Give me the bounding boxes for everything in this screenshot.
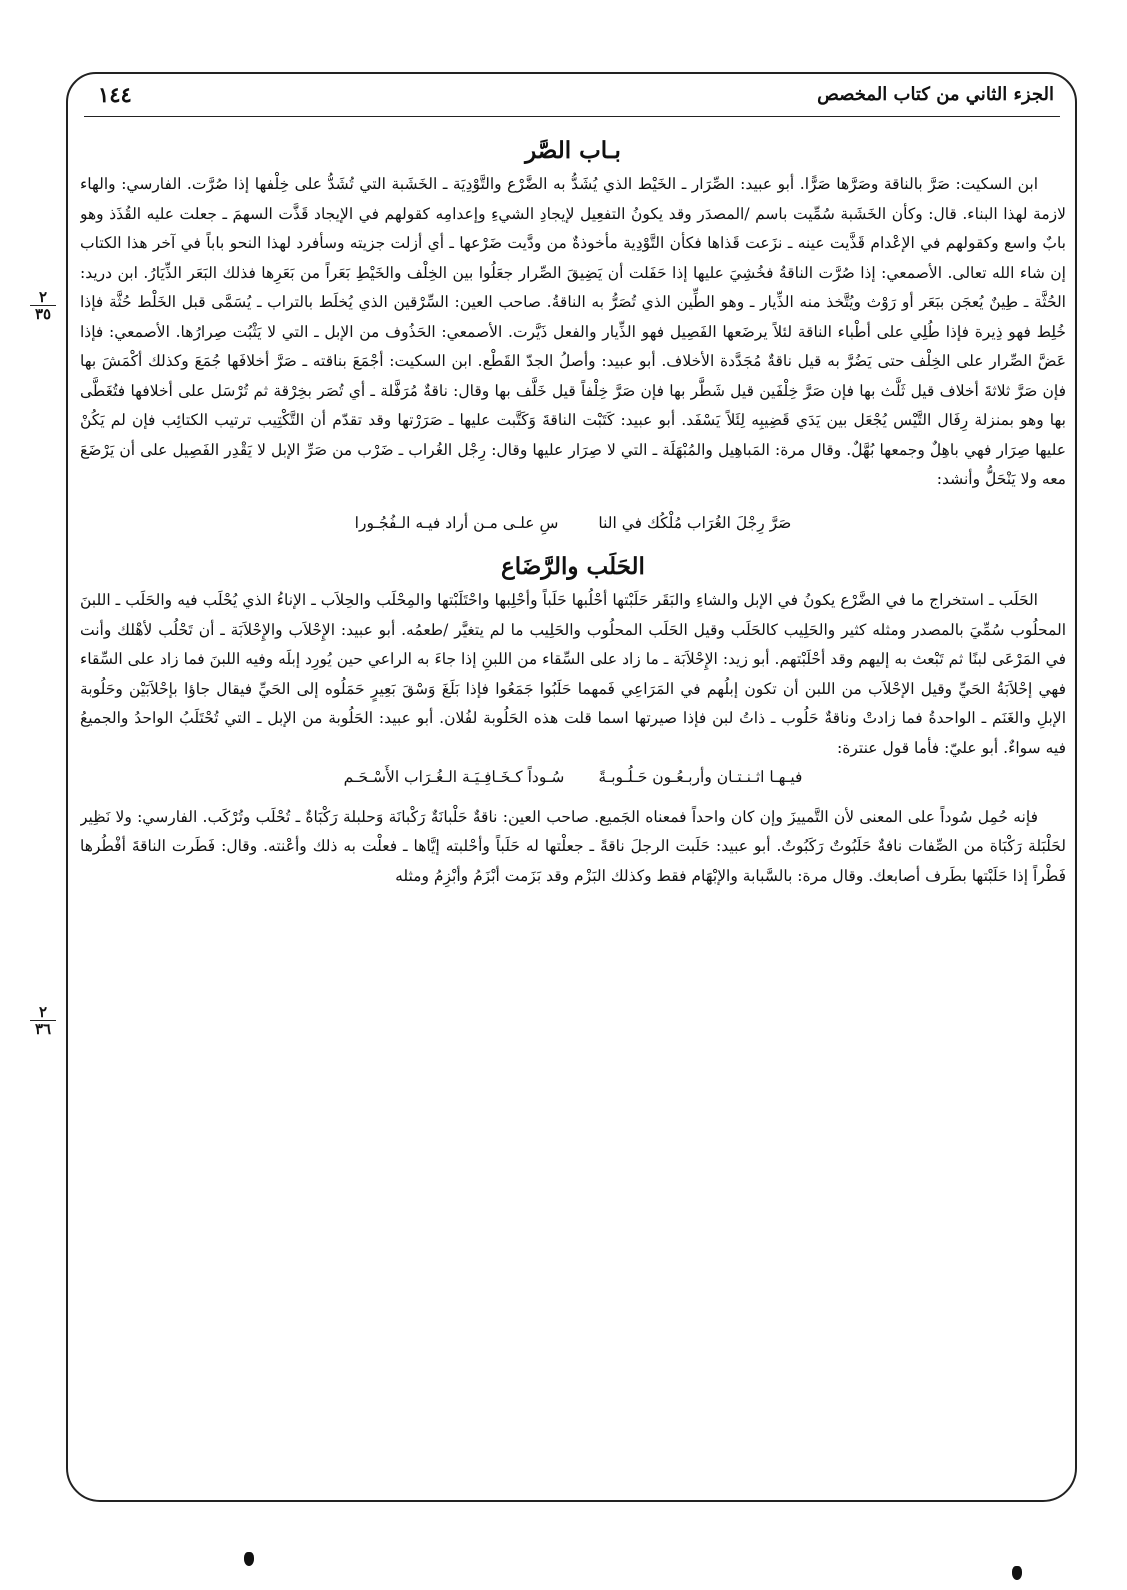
margin-note-denominator: ٣٦ <box>34 1020 52 1038</box>
poem-verse <box>80 509 1066 539</box>
body-paragraph: فإنه حُمِل سُوداً على المعنى لأن التَّمييزَ وإن كان واحداً فمعناه الجَميع. صاحب العين: ناقةٌ حَلْبانَةٌ رَكْبانَة وَحلبلة رَكْبَاةٌ ـ تُحْلَب وتُرْكَب. الفارسي: ولا نَظِير لحَلْبَلة رَكْبَاة من الصِّفات نافةٌ حَلَبُوتٌ رَكَبُوتٌ. أبو عبيد: حَلَبت الرجلَ ناقةً ـ جعلْتها له حَلَباً وأحْلبته إيَّاها ـ فعلْت به ذلك وأعْنته. وقال: فَطَرت الناقةَ أفْطُرها فَطْراً إذا حَلَبْتها بطَرف أصابعك. وقال مرة: بالسَّبابة والإبْهَام فقط وكذلك البَزْم وقد بَزَمت أبْزَمُ وأبْزِمُ ومثله <box>80 807 1066 885</box>
scan-mark <box>244 1552 254 1566</box>
scan-mark <box>1012 1566 1022 1580</box>
page-header <box>84 78 1060 117</box>
margin-note-numerator: ٢ <box>38 288 48 306</box>
margin-folio-note <box>26 1005 60 1036</box>
section-title: بـاب الصَّر <box>525 137 621 164</box>
section-title: الحَلَب والرَّضَاع <box>501 553 645 580</box>
body-paragraph: ابن السكيت: صَرَّ بالناقة وصَرَّها صَرًّا. أبو عبيد: الصِّرَار ـ الخَيْط الذي يُشَدُّ به الضَّرْع والتَّوْدِيَة ـ الخَشَبة التي تُشَدُّ على خِلْفها إذا صُرَّت. الفارسي: والهاء لازمة لهذا البناء. قال: وكأن الخَشَبة سُمِّيت باسم /المصدَر وقد يكونُ التفعِيل لإيجادِ الشيءِ وإعدامِه كقولهم في الإيجاد قَذَّت السهمَ ـ جعلت عليه القُذَذ وهو بابٌ واسع وكقولهم في الإعْدام قَذَّيت عينه ـ نزَعت قَذاها فكأن التَّوْدِية مأخوذةٌ من ودَّيت ضَرْعها ـ أي أزلت جزيته وسأفرد لهذا النحو باباً في آخر هذا الكتاب إن شاء الله تعالى. الأصمعي: إذا صُرَّت الناقةُ فخُشِيَ عليها إذا حَفَلت أن يَضِيقَ الصِّرار جعَلُوا بين الخِلْف والخَيْطِ بَعَراً من بَعَرِها فذلك البَعَر الذِّيَارُ. ابن دريد: الحُثَّة ـ طِينٌ يُعجَن ببَعَر أو رَوْث ويُتَّخذ منه الذِّيار ـ وهو الطِّين الذي تُصَرُّ به الناقةُ. صاحب العين: السِّرْقين الذي يُخلَط بالتراب ـ يُسَمَّى قبل الخَلْط حُثَّة فإذا خُلِط فهو ذِيرة فإذا طُلِي على أطْباء الناقة لئلاً يرضَعها الفَصِيل فهو الذِّيار والفعل ذَيَّرت. الأصمعي: الحَذُوف من الإبل ـ التي لا يَثْبُت صِرارُها. الأصمعي: فإذا عَضَّ الصِّرار على الخِلْف حتى يَضُرَّ به قيل ناقةٌ مُجَدَّدة الأخلاف. أبو عبيد: وأصلُ الجدّ القَطْع. ابن السكيت: أجْمَعَ بناقته ـ صَرَّ أخلافَها جُمَعَ وكذلك أكْمَشَ بها فإن صَرَّ ثلاثةَ أخلاف قيل ثَلَّث بها فإن صَرَّ خِلْفَين قيل شَطَّر بها فإن صَرَّ خِلْفاً قيل خَلَّف بها وقال: ناقةٌ مُرَفَّلة ـ أي تُصَر بخِرْقة ثم تُرْسَل على أخلافها فتُغَطَّى بها وهو بمنزلة رِفَال التَّيْس يُجْعَل بين يَدَي قَضِيبِه لِئَلاً يَسْفَد. أبو عبيد: كَتَبْت الناقةَ وَكَتَّبت عليها ـ صَرَرْتها وقد تقدّم أن التَّكْتِيب ترتيب الكتائِب فإن لم يَكُنْ عليها صِرَار فهي باهِلٌ وجمعها بُهَّلٌ. وقال مرة: المَباهِيل والمُبْهَلَة ـ التي لا صِرَار عليها وقال: رِجْل الغُراب ـ ضَرْب من صَرِّ الإبل لا يَقْدِر الفَصِيل على أن يَرْضَعَ معه ولا يَنْحَلُّ وأنشد: <box>80 175 1066 488</box>
margin-folio-note <box>26 290 60 321</box>
body-paragraph: الحَلَب ـ استخراج ما في الضَّرْع يكونُ في الإبل والشاءِ والبَقَر حَلَبْتها أحْلُبها حَلَباً وأحْلِبها واحْتَلَبْتها والمِحْلَب والحِلاَب ـ الإناءُ الذي يُحْلَب فيه والحَلَب ـ اللبنَ المحلُوب سُمِّيَ بالمصدر ومثله كثير والحَلِيب كالحَلَب وقيل الحَلَب المحلُوب والحَلِيب ما لم يتغيَّر /طعمُه. أبو عبيد: الإِحْلاَب والإِحْلاَبَة ـ أن تَحْلُب لأهْلك وأنت في المَرْعَى لبنًا ثم تَبْعث به إليهم وقد أحْلَبْتهم. أبو زيد: الإِحْلاَبَة ـ ما زاد على السِّقاء من اللبنِ إذا جاءَ به الراعي حين يُورِد إبلَه وفيه اللبنَ فما زاد على السِّقاء فهي إحْلاَبَةُ الحَيِّ وقيل الإحْلاَب من اللبن أن تكون إبلُهم في المَرَاعِي فَمهما حَلَبُوا جَمَعُوا فإذا بَلَغَ وَسْقَ بَعِيرٍ حَمَلُوه إلى الحَيِّ فيقال جاؤا بإحْلاَبَيْن وحَلُوبة الإبلِ والغَنَم ـ الواحدةُ فما زادتْ وناقةٌ حَلُوب ـ ذاتُ لبن فإذا صيرتها اسما قلت هذه الحَلُوبة لفُلان. أبو عبيد: الحَلُوبة من الإبل ـ التي تُحْتَلَبُ الواحدُ والجميعُ فيه سواءٌ. أبو عليّ: فأما قول عنترة: <box>80 591 1066 757</box>
verse-hemistich: سِ علـى مـن أراد فيـه الـفُجُـورا <box>354 513 559 532</box>
verse-hemistich: فيـهـا اثـنـتـان وأربـعُـون حَـلُـوبـةً <box>598 768 803 786</box>
verse-hemistich: صَرَّ رِجْلَ الغُرَاب مُلْكُك في النا <box>598 513 792 532</box>
page-number: ١٤٤ <box>98 82 132 107</box>
margin-note-numerator: ٢ <box>38 1003 48 1021</box>
margin-note-denominator: ٣٥ <box>34 305 52 323</box>
running-title: الجزء الثاني من كتاب المخصص <box>817 84 1054 105</box>
verse-hemistich: سُـوداً كـخَـافِـيَـة الـغُـرَاب الأَسْـحَـم <box>343 768 565 786</box>
poem-verse <box>80 763 1066 793</box>
page-content <box>80 122 1066 1492</box>
